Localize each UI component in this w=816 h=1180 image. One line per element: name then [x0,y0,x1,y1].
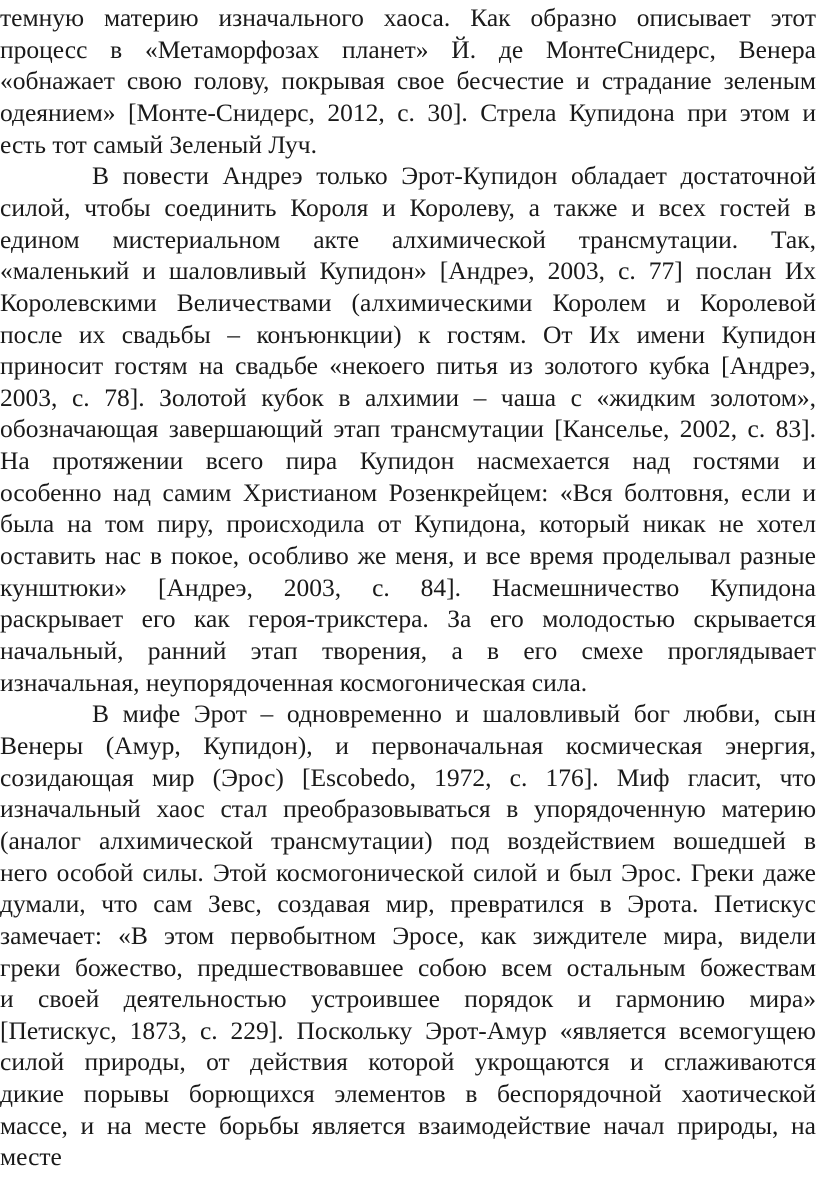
text-line: одеянием» [Монте-Снидерс, 2012, с. 30]. Стрела Купидона при этом и [0,97,816,127]
text-line: На протяжении всего пира Купидон насмехается над гостями и [0,446,816,476]
text-line: силой, чтобы соединить Короля и Королеву, а также и всех гостей в [0,192,816,222]
text-line: силой природы, от действия которой укрощаются и сглаживаются [0,1047,816,1077]
text-line: и своей деятельностью устроившее порядок и гармонию мира» [0,984,816,1014]
text-line: изначальный хаос стал преобразовываться в упорядоченную материю [0,794,816,824]
text-line: замечает: «В этом первобытном Эросе, как зиждителе мира, видели [0,920,816,950]
text-line: кунштюки» [Андреэ, 2003, с. 84]. Насмешничество Купидона [0,572,816,602]
text-line: «маленький и шаловливый Купидон» [Андреэ, 2003, с. 77] послан Их [0,256,816,286]
text-line: процесс в «Метаморфозах планет» Й. де МонтеСнидерс, Венера [0,34,816,64]
text-line: темную материю изначального хаоса. Как образно описывает этот [0,3,816,32]
text-line: особенно над самим Христианом Розенкрейцем: «Вся болтовня, если и [0,477,816,507]
text-line: (аналог алхимической трансмутации) под воздействием вошедшей в [0,825,816,855]
text-line: него особой силы. Этой космогонической силой и был Эрос. Греки даже [0,857,816,887]
text-line: начальный, ранний этап творения, а в его смехе проглядывает [0,636,816,665]
text-line: месте [0,1142,62,1172]
text-line: 2003, с. 78]. Золотой кубок в алхимии – чаша с «жидким золотом», [0,382,816,412]
text-line: Венеры (Амур, Купидон), и первоначальная космическая энергия, [0,730,816,760]
text-line: дикие порывы борющихся элементов в беспорядочной хаотической [0,1079,816,1109]
text-line: есть тот самый Зеленый Луч. [0,129,317,159]
text-line: «обнажает свою голову, покрывая свое бесчестие и страдание зеленым [0,66,816,96]
text-line: раскрывает его как героя-трикстера. За его молодостью скрывается [0,604,816,634]
text-line: после их свадьбы – конъюнкции) к гостям. От Их имени Купидон [0,319,816,349]
text-line: приносит гостям на свадьбе «некоего питья из золотого кубка [Андреэ, [0,351,816,381]
text-line: [Петискус, 1873, с. 229]. Поскольку Эрот-Амур «является всемогущею [0,1015,816,1045]
text-line: оставить нас в покое, особливо же меня, и все время проделывал разные [0,541,816,571]
text-line: думали, что сам Зевс, создавая мир, превратился в Эрота. Петискус [0,889,816,919]
text-line: созидающая мир (Эрос) [Escobedo, 1972, с. 176]. Миф гласит, что [0,762,816,792]
text-line: едином мистериальном акте алхимической трансмутации. Так, [0,224,816,254]
text-line: массе, и на месте борьбы является взаимодействие начал природы, на [0,1110,816,1140]
text-line: В повести Андреэ только Эрот-Купидон обладает достаточной [92,161,816,191]
text-line: греки божество, предшествовавшее собою всем остальным божествам [0,952,816,982]
text-line: Королевскими Величествами (алхимическими Королем и Королевой [0,287,816,317]
text-line: была на том пиру, происходила от Купидона, который никак не хотел [0,509,816,539]
text-line: обозначающая завершающий этап трансмутации [Канселье, 2002, с. 83]. [0,414,816,444]
text-line: изначальная, неупорядоченная космогоническая сила. [0,667,588,697]
text-line: В мифе Эрот – одновременно и шаловливый бог любви, сын [92,699,816,729]
